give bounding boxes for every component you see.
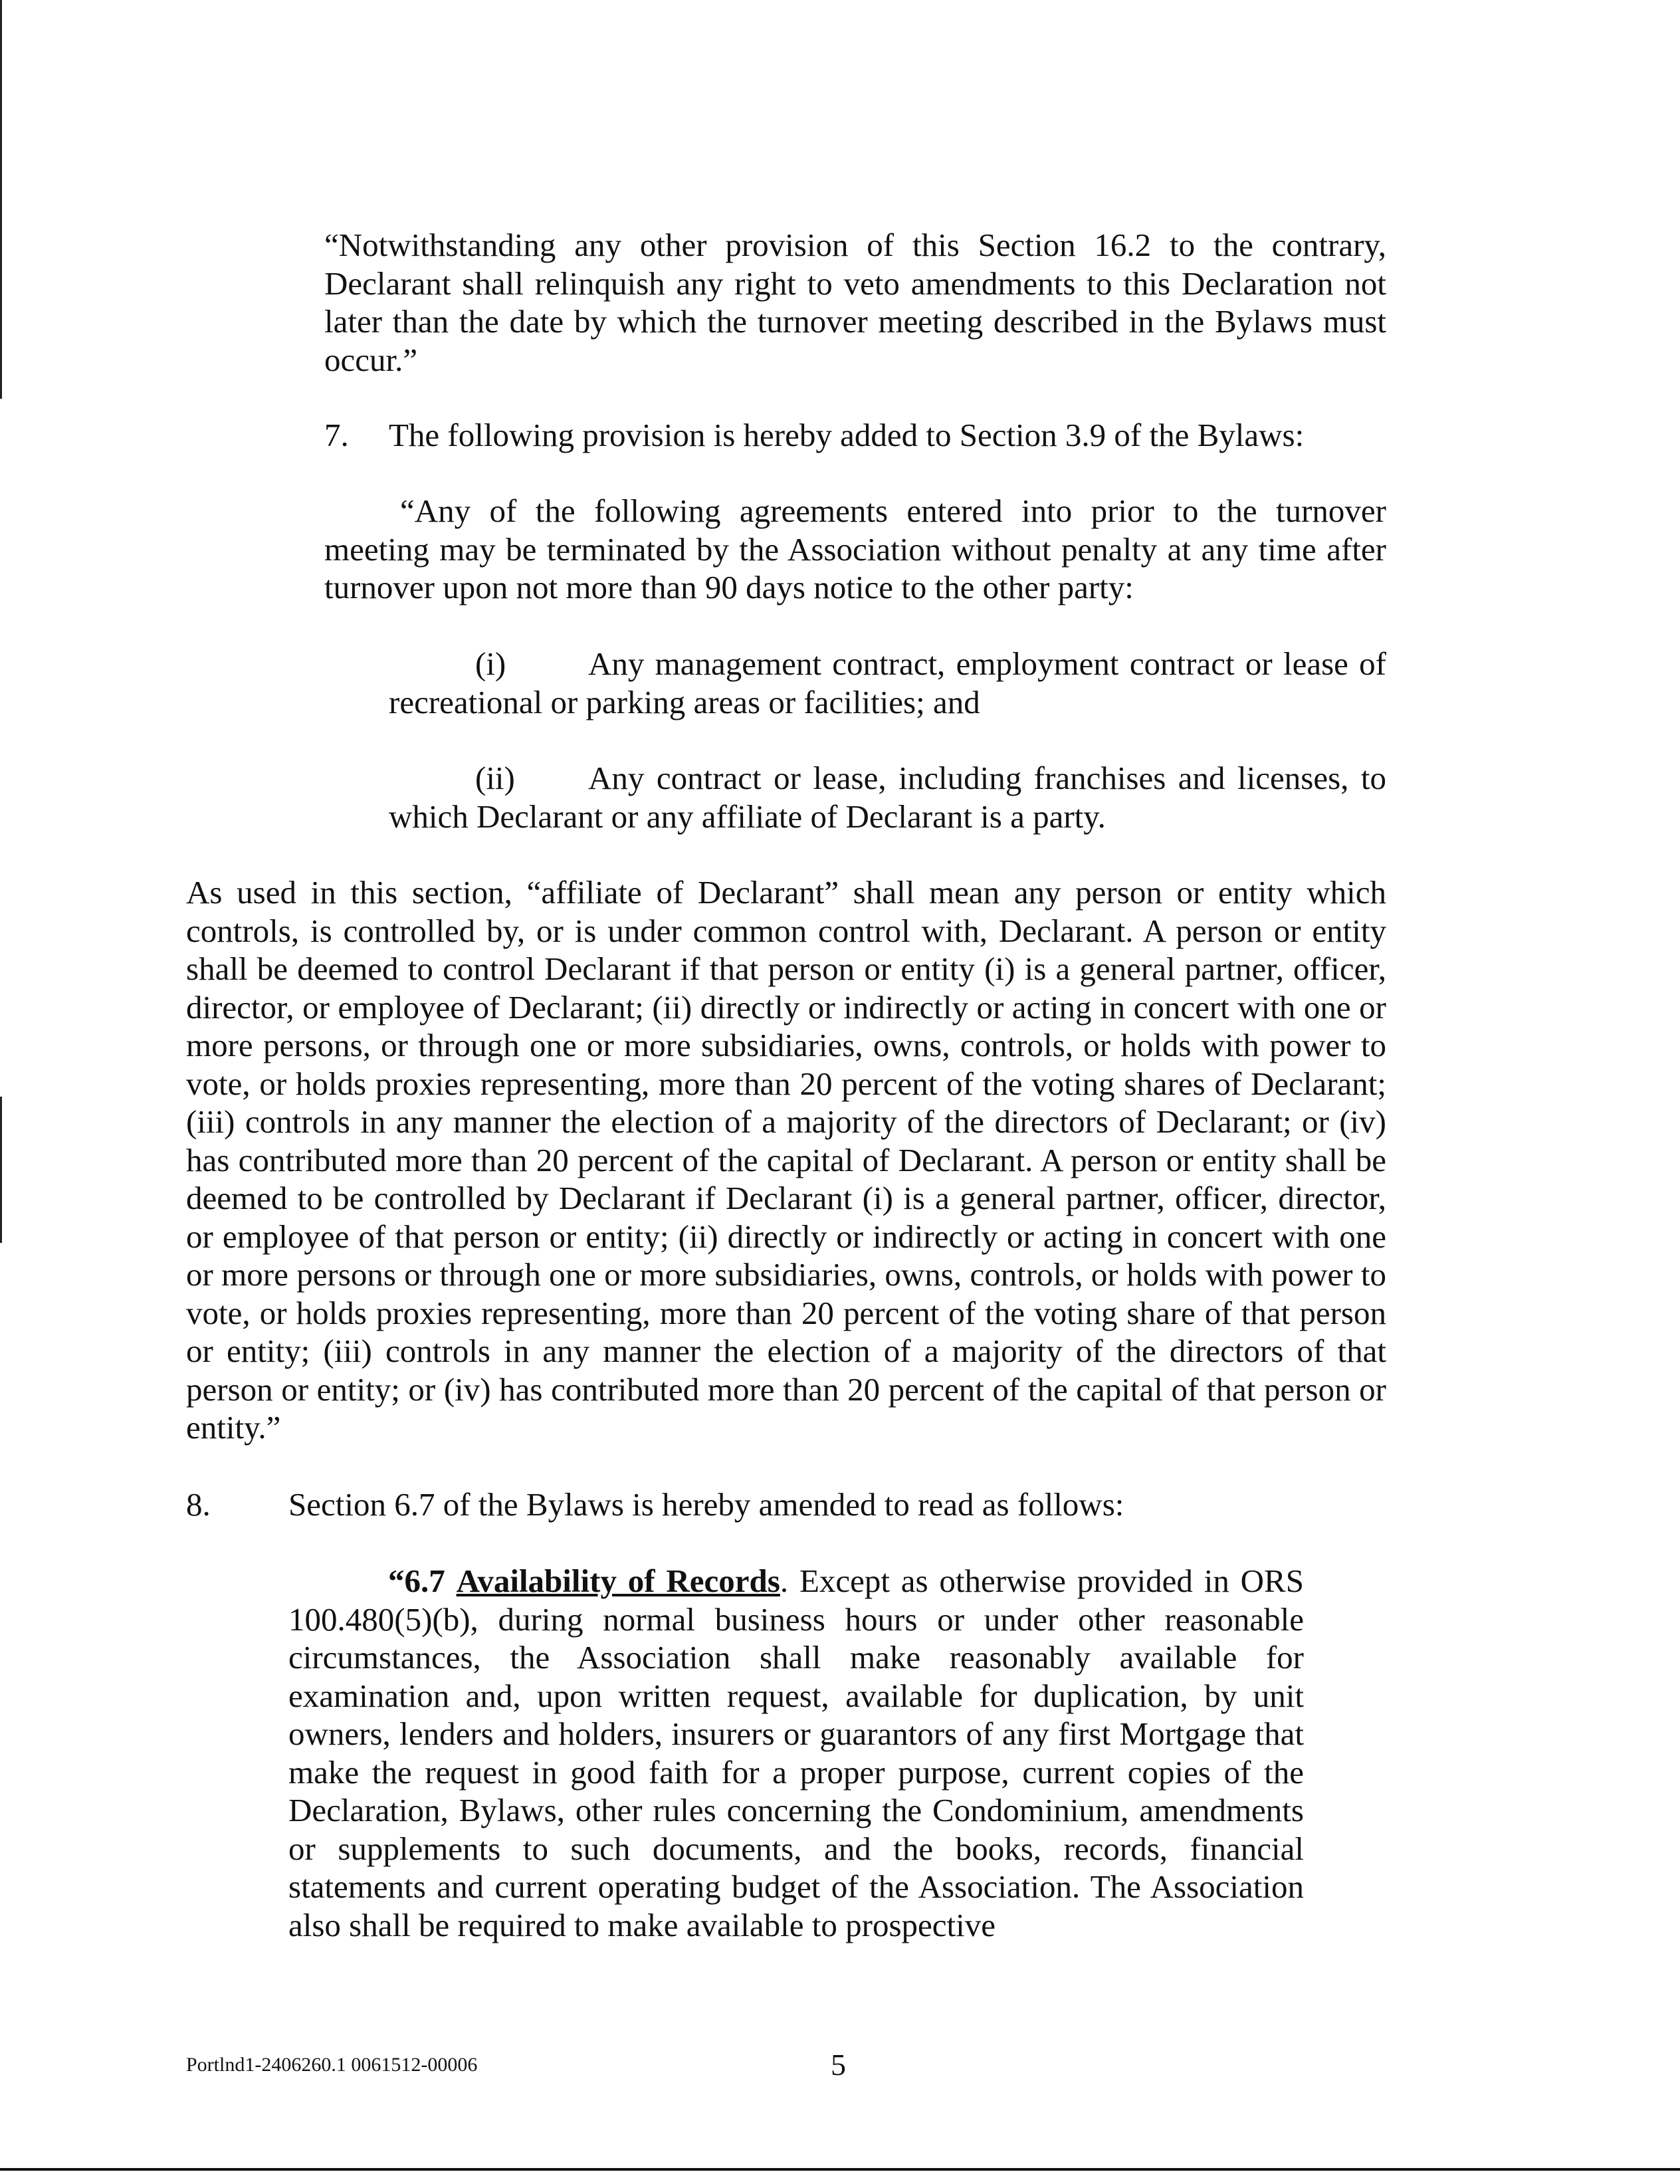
item-7-number: 7.	[324, 417, 349, 453]
item-7-text: The following provision is hereby added to Section 3.9 of the Bylaws:	[389, 417, 1305, 453]
section-6-7-title: Availability of Records	[456, 1563, 780, 1599]
section-6-7-body: . Except as otherwise provided in ORS 100.480(5)(b), during normal business hours or under other reasonable circumstances, the Association shall make reasonably available for examination and, upon written request, available for duplication, by unit owners, lenders and holders, insurers or guarantors of any first Mortgage that make the request in good faith for a proper purpose, current copies of the Declaration, Bylaws, other rules concerning the Condominium, amendments or supplements to such documents, and the books, records, financial statements and current operating budget of the Association. The Association also shall be required to make available to prospective	[288, 1563, 1304, 1943]
subitem-ii	[389, 759, 1386, 835]
scan-edge-mark	[0, 0, 2, 399]
footer-document-id: Portlnd1-2406260.1 0061512-00006	[186, 2054, 478, 2076]
subitem-i	[389, 645, 1386, 721]
subitem-i-text: Any management contract, employment contract or lease of recreational or parking areas or facilities; and	[389, 645, 1386, 720]
item-8-text: Section 6.7 of the Bylaws is hereby amended to read as follows:	[288, 1486, 1124, 1523]
section-6-7-paragraph	[288, 1562, 1304, 1944]
subitem-ii-text: Any contract or lease, including franchises and licenses, to which Declarant or any affiliate of Declarant is a party.	[389, 760, 1386, 835]
subitem-i-label: (i)	[475, 645, 506, 682]
section-6-7-number: “6.7	[388, 1563, 445, 1599]
scan-edge-mark	[0, 1097, 2, 1243]
scan-bottom-edge	[0, 2168, 1680, 2171]
quoted-provision-paragraph: “Notwithstanding any other provision of this Section 16.2 to the contrary, Declarant shall relinquish any right to veto amendments to this Declaration not later than the date by which the turnover meeting described in the Bylaws must occur.”	[324, 227, 1386, 378]
subitem-ii-label: (ii)	[475, 760, 515, 796]
affiliate-definition-paragraph: As used in this section, “affiliate of Declarant” shall mean any person or entity which controls, is controlled by, or is under common control with, Declarant. A person or entity shall be deemed to control Declarant if that person or entity (i) is a general partner, officer, director, or employee of Declarant; (ii) directly or indirectly or acting in concert with one or more persons, or through one or more subsidiaries, owns, controls, or holds with power to vote, or holds proxies representing, more than 20 percent of the voting shares of Declarant; (iii) controls in any manner the election of a majority of the directors of Declarant; or (iv) has contributed more than 20 percent of the capital of Declarant. A person or entity shall be deemed to be controlled by Declarant if Declarant (i) is a general partner, officer, director, or employee of that person or entity; (ii) directly or indirectly or acting in concert with one or more persons or through one or more subsidiaries, owns, controls, or holds with power to vote, or holds proxies representing, more than 20 percent of the voting share of that person or entity; (iii) controls in any manner the election of a majority of the directors of that person or entity; or (iv) has contributed more than 20 percent of the capital of that person or entity.”	[186, 874, 1386, 1446]
footer-page-number: 5	[831, 2048, 846, 2082]
item-8-number: 8.	[186, 1486, 211, 1523]
agreements-paragraph: “Any of the following agreements entered into prior to the turnover meeting may be terminated by the Association without penalty at any time after turnover upon not more than 90 days notice to the other party:	[324, 492, 1386, 605]
